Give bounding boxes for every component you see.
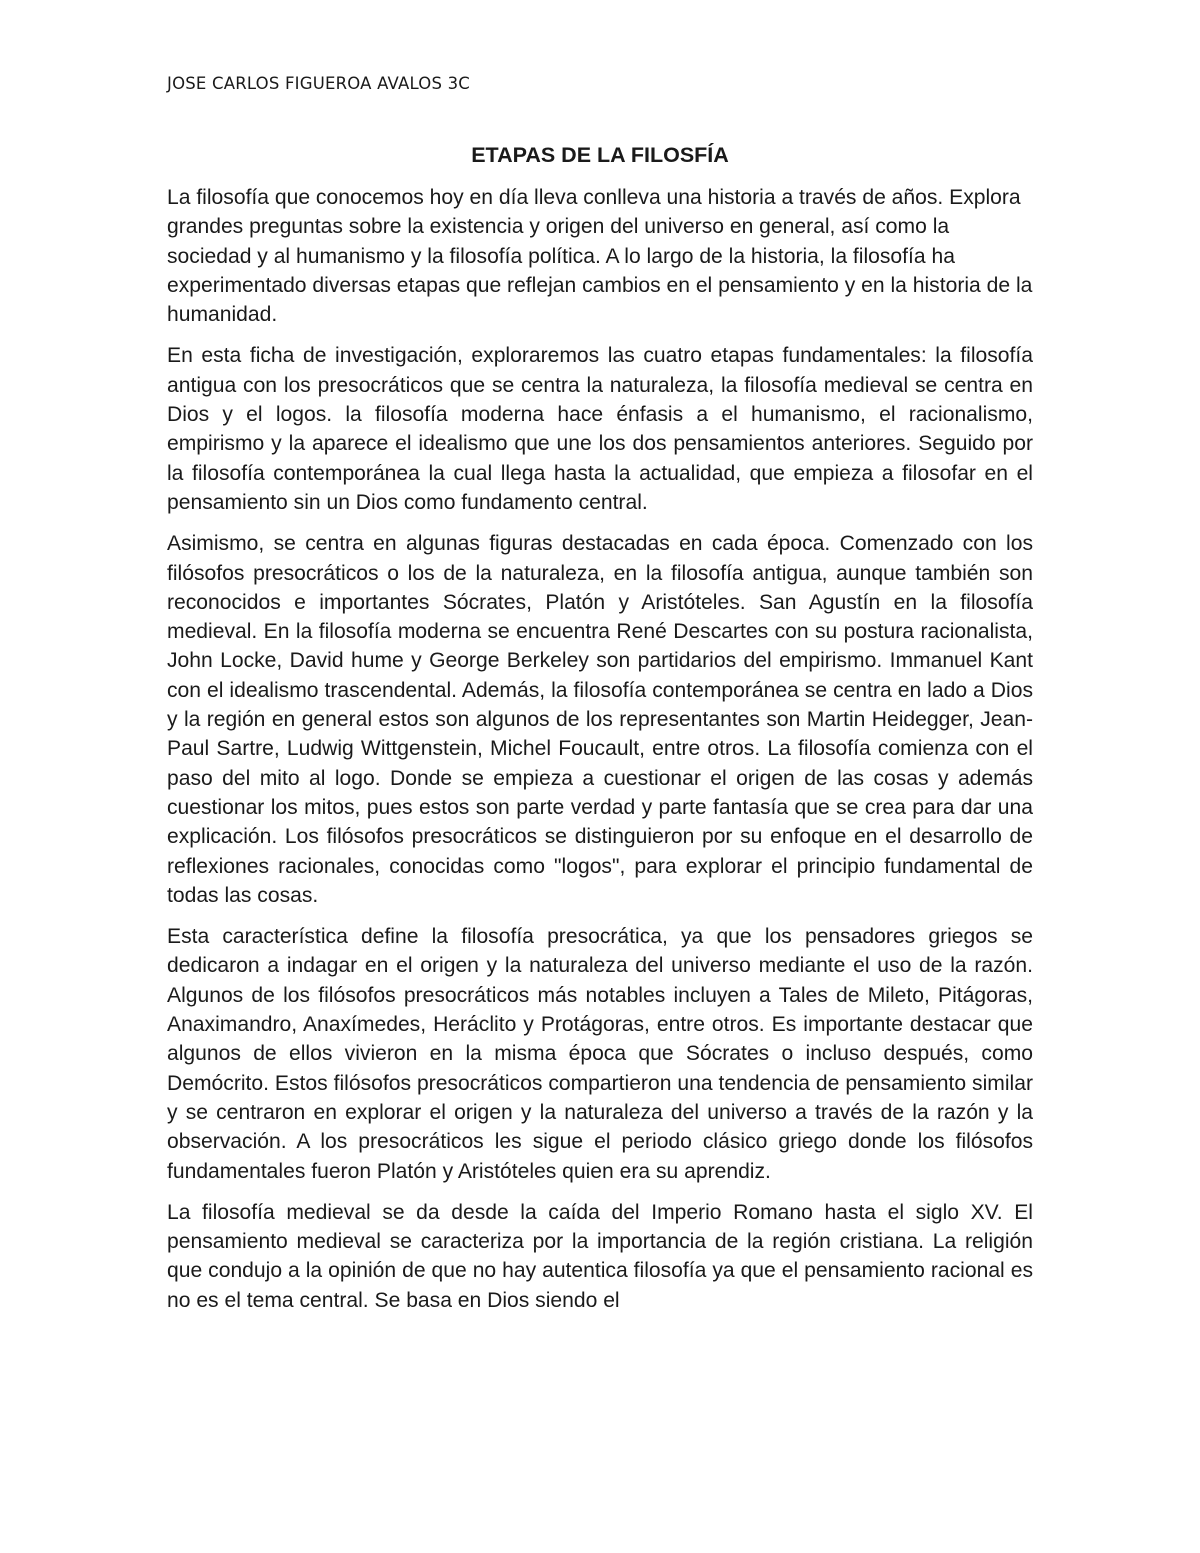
paragraph: La filosofía que conocemos hoy en día lleva conlleva una historia a través de años. Explora grandes preguntas sobre la existencia y origen del universo en general, así como la sociedad y al humanismo y la filosofía política. A lo largo de la historia, la filosofía ha experimentado diversas etapas que reflejan cambios en el pensamiento y en la historia de la humanidad. [167, 186, 1033, 327]
paragraph: Esta característica define la filosofía presocrática, ya que los pensadores griegos se dedicaron a indagar en el origen y la naturaleza del universo mediante el uso de la razón. Algunos de los filósofos presocráticos más notables incluyen a Tales de Mileto, Pitágoras, Anaximandro, Anaxímedes, Heráclito y Protágoras, entre otros. Es importante destacar que algunos de ellos vivieron en la misma época que Sócrates o incluso después, como Demócrito. Estos filósofos presocráticos compartieron una tendencia de pensamiento similar y se centraron en explorar el origen y la naturaleza del universo a través de la razón y la observación. A los presocráticos les sigue el periodo clásico griego donde los filósofos fundamentales fueron Platón y Aristóteles quien era su aprendiz. [167, 925, 1033, 1183]
page-header: JOSE CARLOS FIGUEROA AVALOS 3C [167, 74, 470, 93]
document-title: ETAPAS DE LA FILOSFÍA [471, 143, 729, 167]
paragraph: Asimismo, se centra en algunas figuras destacadas en cada época. Comenzado con los filósofos presocráticos o los de la naturaleza, en la filosofía antigua, aunque también son reconocidos e importantes Sócrates, Platón y Aristóteles. San Agustín en la filosofía medieval. En la filosofía moderna se encuentra René Descartes con su postura racionalista, John Locke, David hume y George Berkeley son partidarios del empirismo. Immanuel Kant con el idealismo trascendental. Además, la filosofía contemporánea se centra en lado a Dios y la región en general estos son algunos de los representantes son Martin Heidegger, Jean-Paul Sartre, Ludwig Wittgenstein, Michel Foucault, entre otros. La filosofía comienza con el paso del mito al logo. Donde se empieza a cuestionar el origen de las cosas y además cuestionar los mitos, pues estos son parte verdad y parte fantasía que se crea para dar una explicación. Los filósofos presocráticos se distinguieron por su enfoque en el desarrollo de reflexiones racionales, conocidas como "logos", para explorar el principio fundamental de todas las cosas. [167, 532, 1033, 907]
paragraph: En esta ficha de investigación, exploraremos las cuatro etapas fundamentales: la filosofía antigua con los presocráticos que se centra la naturaleza, la filosofía medieval se centra en Dios y el logos. la filosofía moderna hace énfasis a el humanismo, el racionalismo, empirismo y la aparece el idealismo que une los dos pensamientos anteriores. Seguido por la filosofía contemporánea la cual llega hasta la actualidad, que empieza a filosofar en el pensamiento sin un Dios como fundamento central. [167, 344, 1033, 514]
paragraph: La filosofía medieval se da desde la caída del Imperio Romano hasta el siglo XV. El pensamiento medieval se caracteriza por la importancia de la región cristiana. La religión que condujo a la opinión de que no hay autentica filosofía ya que el pensamiento racional es no es el tema central. Se basa en Dios siendo el [167, 1200, 1033, 1312]
document-body [167, 183, 1033, 1327]
